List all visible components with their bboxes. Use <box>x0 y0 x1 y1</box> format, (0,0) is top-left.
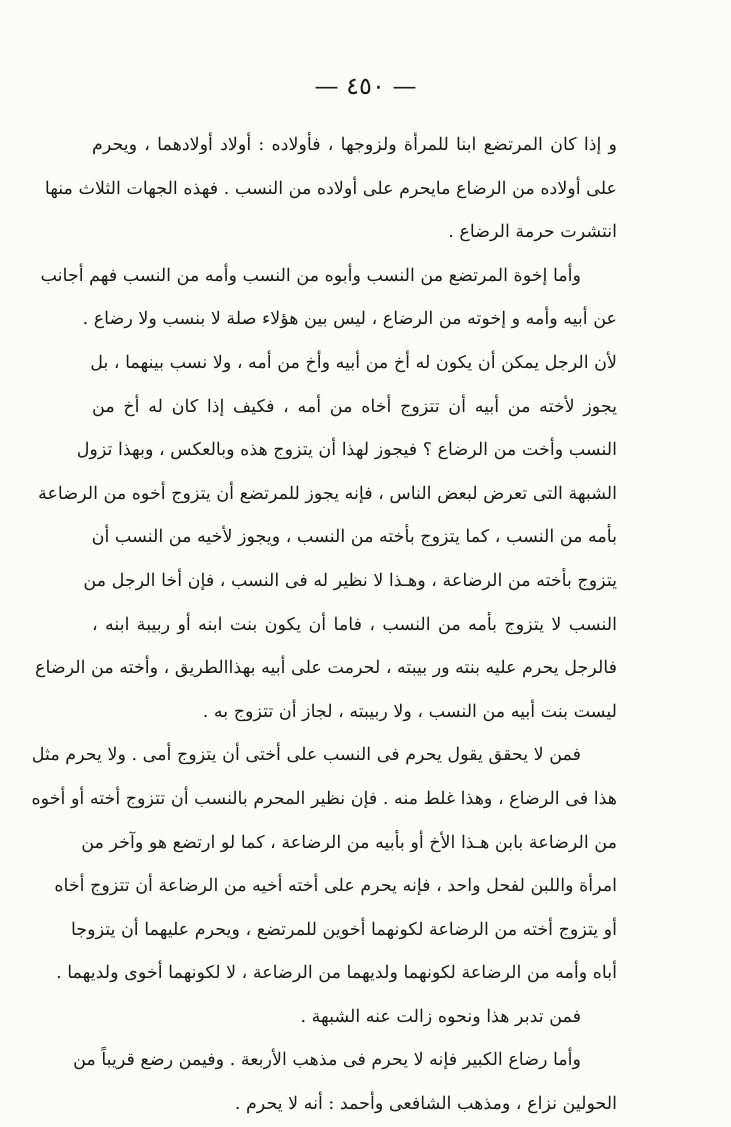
text-line: من الرضاعة بابن هـذا الأخ أو بأبيه من الرضاعة ، كما لو ارتضع هو وآخر من <box>81 832 617 853</box>
page-number: — ٤٥٠ — <box>314 72 417 100</box>
text-line: أباه وأمه من الرضاعة لكونهما ولديهما من الرضاعة ، لا لكونهما أخوى ولديهما . <box>56 963 617 984</box>
text-line: انتشرت حرمة الرضاع . <box>448 222 617 243</box>
text-line: فمن لا يحقق يقول يحرم فى النسب على أختى أن يتزوج أمى . ولا يحرم مثل <box>31 745 581 766</box>
text-line: أو يتزوج أخته من الرضاعة لكونهما أخوين للمرتضع ، ويحرم عليهما أن يتزوجا <box>70 919 617 940</box>
text-line: وأما رضاع الكبير فإنه لا يحرم فى مذهب الأربعة . وفيمن رضع قريباً من <box>73 1050 581 1071</box>
body-text <box>31 124 617 1127</box>
text-line: فمن تدبر هذا ونحوه زالت عنه الشبهة . <box>300 1006 581 1027</box>
text-line: الشبهة التى تعرض لبعض الناس ، فإنه يجوز للمرتضع أن يتزوج أخوه من الرضاعة <box>38 483 617 504</box>
text-line: على أولاده من الرضاع مايحرم على أولاده من النسب . فهذه الجهات الثلاث منها <box>44 178 617 199</box>
text-line: لأن الرجل يمكن أن يكون له أخ من أبيه وأخ من أمه ، ولا نسب بينهما ، بل <box>90 352 617 373</box>
text-line: و إذا كان المرتضع ابنا للمرأة ولزوجها ، فأولاده : أولاد أولادهما ، ويحرم <box>92 135 617 155</box>
text-line: يجوز لأخته من أبيه أن تتزوج أخاه من أمه ، فكيف إذا كان له أخ من <box>92 396 617 417</box>
text-line: هذا فى الرضاع ، وهذا غلط منه . فإن نظير المحرم بالنسب أن تتزوج أخته أو أخوه <box>31 788 617 809</box>
text-line: يتزوج بأخته من الرضاعة ، وهـذا لا نظير له فى النسب ، فإن أخا الرجل من <box>83 570 617 591</box>
text-line: ليست بنت أبيه من النسب ، ولا ربيبته ، لجاز أن تتزوج به . <box>202 701 617 722</box>
text-line: الحولين نزاع ، ومذهب الشافعى وأحمد : أنه لا يحرم . <box>234 1094 617 1115</box>
text-line: بأمه من النسب ، كما يتزوج بأخته من النسب ، ويجوز لأخيه من النسب أن <box>91 527 617 548</box>
text-line: عن أبيه وأمه و إخوته من الرضاع ، ليس بين هؤلاء صلة لا بنسب ولا رضاع . <box>82 309 617 330</box>
text-line: النسب لا يتزوج بأمه من النسب ، فاما أن يكون بنت ابنه أو ربيبة ابنه ، <box>92 614 617 635</box>
text-line: وأما إخوة المرتضع من النسب وأبوه من النسب وأمه من النسب فهم أجانب <box>40 265 581 286</box>
text-line: النسب وأخت من الرضاع ؟ فيجوز لهذا أن يتزوج هذه وبالعكس ، وبهذا تزول <box>76 440 617 461</box>
text-line: امرأة واللبن لفحل واحد ، فإنه يحرم على أخته أخيه من الرضاعة أن تتزوج أخاه <box>54 876 617 897</box>
text-line: فالرجل يحرم عليه بنته ور بيبته ، لحرمت على أبيه بهذاالطريق ، وأخته من الرضاع <box>35 658 617 679</box>
